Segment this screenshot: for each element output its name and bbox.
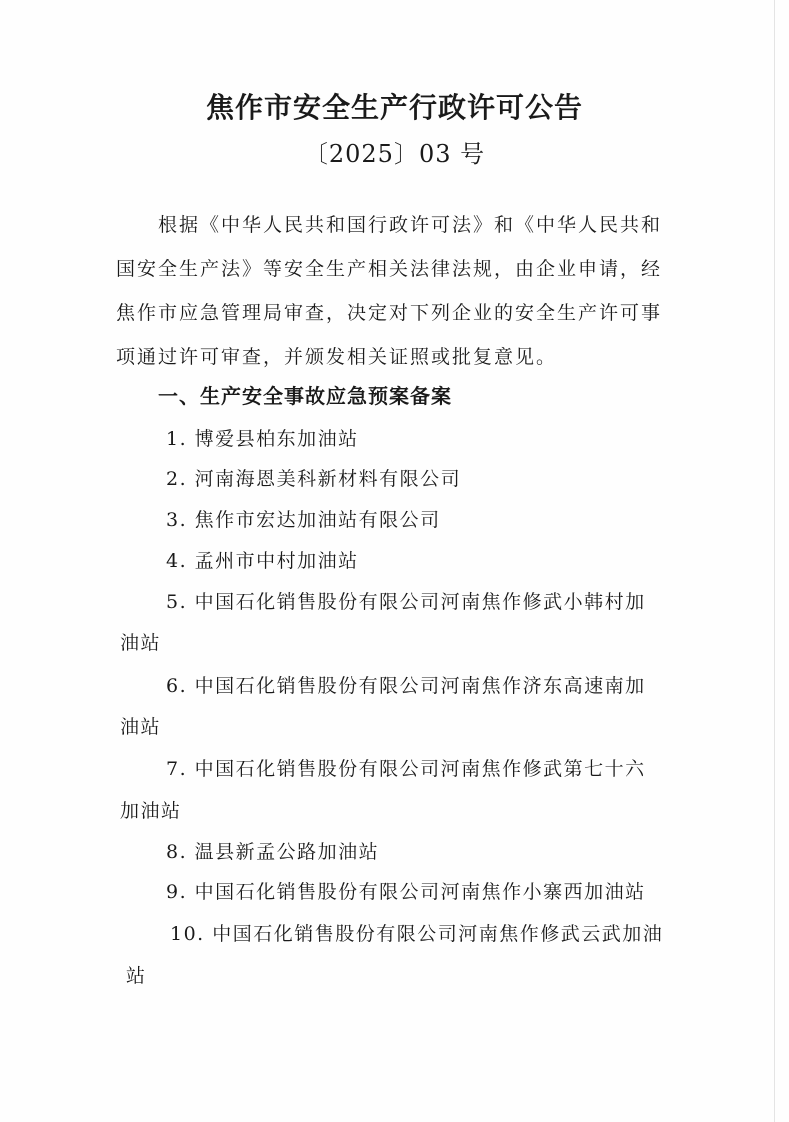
list-item-7: 7. 中国石化销售股份有限公司河南焦作修武第七十六	[166, 758, 646, 780]
list-item-4: 4. 孟州市中村加油站	[166, 550, 359, 572]
section-heading: 一、生产安全事故应急预案备案	[158, 384, 452, 408]
intro-line-4: 项通过许可审查，并颁发相关证照或批复意见。	[116, 346, 558, 368]
intro-line-1: 根据《中华人民共和国行政许可法》和《中华人民共和	[158, 214, 663, 236]
list-item-10: 10. 中国石化销售股份有限公司河南焦作修武云武加油	[170, 923, 664, 945]
list-item-5: 5. 中国石化销售股份有限公司河南焦作修武小韩村加	[166, 591, 646, 613]
list-item-8: 8. 温县新孟公路加油站	[166, 841, 380, 863]
list-item-3: 3. 焦作市宏达加油站有限公司	[166, 509, 441, 531]
list-item-5-cont: 油站	[120, 632, 162, 654]
list-item-10-cont: 站	[126, 965, 147, 987]
document-title: 焦作市安全生产行政许可公告	[205, 91, 583, 124]
list-item-6: 6. 中国石化销售股份有限公司河南焦作济东高速南加	[166, 675, 646, 697]
list-item-9: 9. 中国石化销售股份有限公司河南焦作小寨西加油站	[166, 881, 646, 903]
list-item-1: 1. 博爱县柏东加油站	[166, 428, 359, 450]
list-item-7-cont: 加油站	[120, 800, 182, 822]
document-number: 〔2025〕03 号	[303, 140, 486, 168]
list-item-6-cont: 油站	[120, 716, 162, 738]
intro-line-2: 国安全生产法》等安全生产相关法律法规，由企业申请，经	[116, 258, 663, 280]
intro-line-3: 焦作市应急管理局审查，决定对下列企业的安全生产许可事	[116, 302, 663, 324]
list-item-2: 2. 河南海恩美科新材料有限公司	[166, 468, 462, 490]
